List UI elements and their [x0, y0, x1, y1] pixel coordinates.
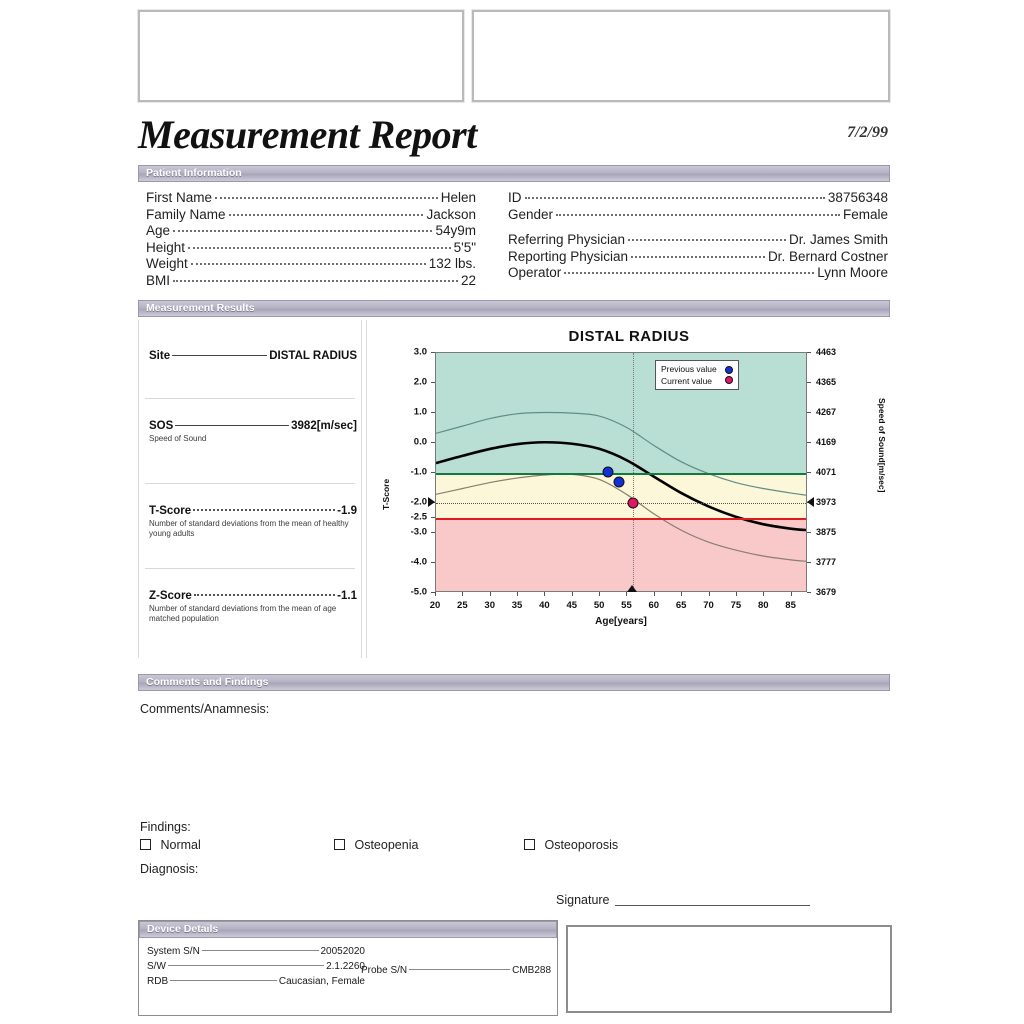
chart-y2-tick-mark	[807, 472, 811, 473]
chart-y-tick-mark	[431, 352, 435, 353]
chart-title: DISTAL RADIUS	[568, 328, 690, 345]
chart-x-tick-mark	[599, 592, 600, 596]
chart-y-tick-label: -5.0	[410, 586, 427, 598]
chart-y-axis-right-label: Speed of Sound[m/sec]	[877, 398, 887, 493]
leader-dots	[631, 256, 765, 258]
chart-y2-tick-label: 4463	[816, 347, 837, 357]
section-header-measurement-results-label: Measurement Results	[146, 302, 255, 314]
measurement-results-body	[138, 320, 890, 658]
leader-line	[170, 980, 277, 981]
patient-field-first-name	[146, 190, 476, 207]
chart-x-tick-mark	[709, 592, 710, 596]
signature-field[interactable]	[556, 893, 810, 907]
chart-x-tick-label: 35	[511, 600, 523, 611]
chart-y-tick-label: -1.0	[410, 466, 427, 478]
device-details-body	[139, 940, 557, 991]
label: Family Name	[146, 206, 226, 222]
chart-x-tick-label: 45	[566, 600, 578, 611]
chart-y2-tick-mark	[807, 412, 811, 413]
chart-x-tick-label: 55	[621, 600, 632, 611]
device-field-sw	[147, 961, 365, 976]
chart-y-tick-mark	[431, 442, 435, 443]
chart-x-tick-mark	[572, 592, 573, 596]
chart-y-tick-mark	[431, 532, 435, 533]
leader-dots	[194, 594, 335, 596]
chart-x-tick-mark	[654, 592, 655, 596]
chart-threshold-osteopenia-threshold	[436, 473, 806, 475]
diagnosis-label: Diagnosis:	[140, 862, 199, 876]
results-summary-panel	[138, 320, 362, 658]
chart-y2-tick-label: 3973	[816, 497, 837, 507]
chart-y-tick-mark	[431, 412, 435, 413]
divider	[145, 568, 355, 569]
chart-y2-tick-label: 4169	[816, 437, 837, 447]
chart-y-tick-label: 1.0	[413, 406, 427, 418]
patient-field-family-name	[146, 207, 476, 224]
divider	[145, 398, 355, 399]
leader-dots	[628, 239, 786, 241]
signature-line[interactable]	[615, 905, 810, 906]
device-details-box	[138, 920, 558, 1016]
checkbox-osteoporosis[interactable]	[524, 839, 535, 850]
chart-y2-tick-label: 4071	[816, 467, 837, 477]
chart-y2-tick-label: 3875	[816, 527, 837, 537]
chart-point-previous-value-0	[603, 466, 614, 477]
description: Speed of Sound	[149, 434, 207, 443]
comments-anamnesis-label: Comments/Anamnesis:	[140, 702, 270, 716]
spacer	[508, 223, 888, 232]
legend-labels	[661, 364, 717, 386]
label: Referring Physician	[508, 232, 626, 247]
section-header-patient-information-label: Patient Information	[146, 167, 242, 179]
header-placeholder-boxes	[138, 10, 890, 102]
report-date: 7/2/99	[847, 124, 888, 141]
label: BMI	[146, 272, 171, 288]
patient-field-id	[508, 190, 888, 207]
clinic-logo-box	[138, 10, 464, 102]
label: S/W	[147, 961, 166, 972]
chart-x-tick-label: 85	[785, 600, 796, 611]
divider	[145, 483, 355, 484]
label: T-Score	[149, 505, 192, 517]
chart-x-tick-mark	[763, 592, 764, 596]
chart-x-tick-label: 70	[703, 600, 714, 611]
chart-x-tick-label: 80	[757, 600, 769, 611]
chart-x-tick-mark	[791, 592, 792, 596]
section-header-comments-and-findings	[138, 674, 890, 691]
chart-y-tick-mark	[431, 472, 435, 473]
chart-y-current-marker-icon	[428, 497, 435, 507]
device-field-system-sn	[147, 946, 365, 961]
label: Gender	[508, 206, 554, 222]
legend-marker-previous-icon	[725, 366, 733, 374]
finding-option-osteoporosis-label: Osteoporosis	[544, 838, 619, 852]
finding-option-normal-label: Normal	[160, 838, 201, 852]
checkbox-normal[interactable]	[140, 839, 151, 850]
signature-stamp-box[interactable]	[566, 925, 892, 1013]
chart-point-current-value-2	[627, 498, 638, 509]
label: Reporting Physician	[508, 248, 629, 264]
value: Dr. James Smith	[788, 232, 888, 247]
page-title: Measurement Report	[138, 112, 477, 157]
chart-x-tick-label: 50	[593, 600, 605, 611]
value: Jackson	[426, 206, 476, 222]
patient-info-left-column	[146, 190, 476, 289]
result-t-score	[149, 505, 357, 539]
chart-x-tick-label: 25	[457, 600, 468, 611]
chart-y2-tick-mark	[807, 352, 811, 353]
value: Female	[842, 206, 888, 222]
section-header-device-details	[139, 921, 557, 938]
value: CMB288	[512, 965, 551, 976]
value: Caucasian, Female	[278, 976, 365, 987]
leader-line	[168, 965, 324, 966]
device-field-probe-sn	[361, 965, 551, 980]
chart-threshold-patient-current-level	[436, 503, 806, 504]
legend-markers	[725, 366, 733, 384]
chart-x-tick-label: 60	[648, 600, 660, 611]
chart-y-tick-label: 2.0	[413, 376, 427, 388]
patient-field-referring-physician	[508, 232, 888, 249]
value: 2.1.2260	[326, 961, 365, 972]
label: First Name	[146, 190, 213, 205]
label: Z-Score	[149, 590, 192, 602]
chart-x-axis-label: Age[years]	[595, 616, 647, 627]
title-row	[138, 112, 890, 158]
chart-y2-tick-mark	[807, 532, 811, 533]
patient-field-operator	[508, 265, 888, 282]
value: Lynn Moore	[817, 265, 888, 280]
result-z-score	[149, 590, 357, 624]
label: Probe S/N	[361, 965, 408, 976]
chart-y-axis-left-label: T-Score	[381, 478, 391, 510]
chart-x-tick-mark	[681, 592, 682, 596]
leader-line	[202, 950, 319, 951]
leader-dots	[215, 197, 438, 199]
patient-field-weight	[146, 256, 476, 273]
patient-field-reporting-physician	[508, 249, 888, 266]
value: 5'5"	[453, 239, 476, 255]
diagnosis-field[interactable]	[140, 880, 880, 894]
leader-dots	[525, 197, 825, 199]
device-left-column	[147, 946, 365, 991]
chart-x-tick-label: 75	[730, 600, 742, 611]
result-site	[149, 350, 357, 362]
value: -1.1	[337, 590, 357, 602]
signature-label: Signature	[556, 893, 610, 907]
value: 38756348	[827, 190, 888, 205]
finding-option-osteoporosis[interactable]	[524, 838, 618, 852]
section-header-comments-and-findings-label: Comments and Findings	[146, 676, 269, 688]
leader-dots	[191, 263, 426, 265]
legend-marker-current-icon	[725, 376, 733, 384]
chart-x-tick-mark	[517, 592, 518, 596]
section-header-device-details-label: Device Details	[147, 923, 219, 935]
leader-dots	[173, 280, 458, 282]
chart-y-tick-label: -4.0	[410, 556, 427, 568]
chart-x-tick-label: 30	[484, 600, 495, 611]
value: Helen	[440, 190, 476, 205]
label: ID	[508, 190, 522, 205]
label: Age	[146, 223, 171, 238]
chart-y-tick-label: 0.0	[413, 436, 427, 448]
value: Dr. Bernard Costner	[767, 248, 888, 264]
value: 3982[m/sec]	[291, 420, 357, 432]
result-sos	[149, 420, 357, 444]
leader-dots	[188, 247, 451, 249]
label: System S/N	[147, 946, 200, 957]
label: Site	[149, 350, 171, 362]
chart-y2-tick-label: 3679	[816, 587, 837, 597]
patient-field-age	[146, 223, 476, 240]
finding-option-normal[interactable]	[140, 838, 201, 852]
chart-y-tick-label: -2.0	[410, 496, 427, 508]
description: Number of standard deviations from the mean of age matched population	[149, 604, 337, 623]
label: Height	[146, 239, 186, 255]
chart-y2-tick-mark	[807, 592, 811, 593]
chart-x-tick-label: 20	[429, 600, 441, 611]
device-right-column	[361, 965, 551, 980]
chart-x-tick-mark	[736, 592, 737, 596]
patient-field-bmi	[146, 273, 476, 290]
legend-label-previous: Previous value	[661, 364, 717, 374]
chart-plot-area	[435, 352, 807, 592]
patient-field-height	[146, 240, 476, 257]
comments-anamnesis-field[interactable]	[140, 722, 880, 812]
chart-y-tick-label: -2.5	[410, 511, 427, 523]
value: 54y9m	[435, 223, 476, 238]
value: 20052020	[320, 946, 365, 957]
chart-x-tick-mark	[435, 592, 436, 596]
chart-y-tick-label: 3.0	[413, 346, 427, 358]
device-field-rdb	[147, 976, 365, 991]
chart-legend	[655, 360, 739, 390]
chart-x-tick-label: 65	[675, 600, 687, 611]
label: Weight	[146, 256, 188, 271]
section-header-patient-information	[138, 165, 890, 182]
chart-age-marker-icon	[627, 585, 637, 592]
chart-y-tick-label: -3.0	[410, 526, 427, 538]
chart-y2-current-marker-icon	[807, 497, 814, 507]
leader-dots	[173, 230, 432, 232]
value: DISTAL RADIUS	[269, 350, 357, 362]
chart-y2-tick-mark	[807, 382, 811, 383]
value: -1.9	[337, 505, 357, 517]
chart-threshold-osteoporosis-threshold	[436, 518, 806, 520]
leader-dots	[556, 214, 840, 216]
clinic-address-box	[472, 10, 890, 102]
patient-field-gender	[508, 207, 888, 224]
leader-dots	[193, 509, 335, 511]
leader-line	[172, 355, 267, 356]
checkbox-osteopenia[interactable]	[334, 839, 345, 850]
chart-y-tick-mark	[431, 562, 435, 563]
leader-line	[409, 969, 510, 970]
chart-x-tick-mark	[490, 592, 491, 596]
chart-y-tick-mark	[431, 517, 435, 518]
chart-y2-tick-label: 4267	[816, 407, 837, 417]
chart-x-tick-mark	[462, 592, 463, 596]
leader-dots	[229, 214, 424, 216]
chart-y2-tick-mark	[807, 442, 811, 443]
patient-info-right-column	[508, 190, 888, 282]
chart-x-tick-label: 40	[539, 600, 550, 611]
value: 132 lbs.	[428, 256, 476, 271]
label: RDB	[147, 976, 169, 987]
chart-x-tick-mark	[544, 592, 545, 596]
leader-dots	[564, 272, 814, 274]
description: Number of standard deviations from the mean of healthy young adults	[149, 519, 349, 538]
leader-line	[175, 425, 289, 426]
section-header-measurement-results	[138, 300, 890, 317]
finding-option-osteopenia-label: Osteopenia	[354, 838, 419, 852]
chart-y-tick-mark	[431, 382, 435, 383]
chart-y2-tick-label: 3777	[816, 557, 837, 567]
finding-option-osteopenia[interactable]	[334, 838, 418, 852]
chart-y2-tick-mark	[807, 562, 811, 563]
value: 22	[460, 272, 476, 288]
chart-y2-tick-label: 4365	[816, 377, 837, 387]
findings-label: Findings:	[140, 820, 191, 834]
label: Operator	[508, 265, 562, 280]
legend-label-current: Current value	[661, 376, 713, 386]
label: SOS	[149, 420, 174, 432]
chart-x-tick-mark	[626, 592, 627, 596]
t-score-chart	[366, 320, 891, 658]
chart-point-previous-value-1	[614, 477, 625, 488]
